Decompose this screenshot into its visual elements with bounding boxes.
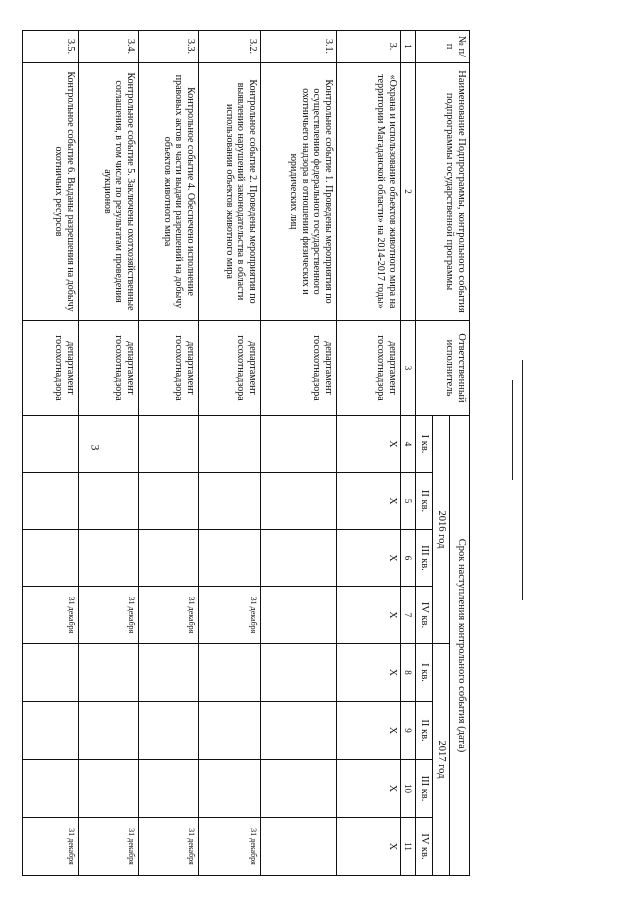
quarter-cell (138, 702, 198, 760)
quarter-cell (198, 644, 260, 702)
column-index: 7 (400, 587, 415, 644)
quarter-cell (22, 416, 78, 473)
quarter-cell (198, 760, 260, 818)
header-executor: Ответственный исполнитель (415, 321, 469, 416)
header-quarter: I кв. (415, 416, 432, 473)
quarter-cell (22, 760, 78, 818)
quarter-cell (138, 416, 198, 473)
header-deadline: Срок наступления контрольного события (дата) (450, 416, 470, 876)
column-index: 2 (400, 63, 415, 321)
row-number: 3.4. (78, 31, 138, 63)
column-index: 5 (400, 473, 415, 530)
quarter-cell: 31 декабря (138, 818, 198, 876)
quarter-cell (78, 530, 138, 587)
row-name: Контрольное событие 2. Проведены мероприятия по выявлению нарушений законодательства в области использования объектов животного мира (198, 63, 260, 321)
row-executor: департамент госохотнадзора (138, 321, 198, 416)
header-name: Наименование Подпрограммы, контрольного события подпрограммы государственной программы (415, 63, 469, 321)
quarter-cell (22, 702, 78, 760)
quarter-cell (138, 530, 198, 587)
quarter-cell: X (336, 644, 400, 702)
quarter-cell: 31 декабря (22, 818, 78, 876)
column-index: 9 (400, 702, 415, 760)
quarter-cell (198, 473, 260, 530)
row-name: Контрольное событие 5. Заключены охотхозяйственные соглашения, в том числе по результатам проведения аукционов (78, 63, 138, 321)
quarter-cell (78, 416, 138, 473)
row-number: 3.2. (198, 31, 260, 63)
row-executor: департамент госохотнадзора (260, 321, 336, 416)
quarter-cell: 31 декабря (78, 587, 138, 644)
column-index: 6 (400, 530, 415, 587)
quarter-cell (138, 473, 198, 530)
margin-rule (522, 360, 523, 600)
quarter-cell (260, 473, 336, 530)
quarter-cell (198, 416, 260, 473)
quarter-cell: X (336, 760, 400, 818)
quarter-cell: X (336, 416, 400, 473)
table-row (22, 31, 78, 876)
header-quarter: III кв. (415, 760, 432, 818)
control-events-table (22, 30, 470, 876)
quarter-cell (22, 473, 78, 530)
page-number: 3 (88, 444, 103, 451)
quarter-cell: 31 декабря (22, 587, 78, 644)
row-name: Контрольное событие 1. Проведены мероприятия по осуществлению федерального государственного охотничьего надзора в отношении физических и юридических лиц (260, 63, 336, 321)
row-name: «Охрана и использование объектов животного мира на территории Магаданской области» на 2014-2017 годы» (336, 63, 400, 321)
quarter-cell: X (336, 818, 400, 876)
column-index: 3 (400, 321, 415, 416)
header-quarter: II кв. (415, 702, 432, 760)
quarter-cell (260, 760, 336, 818)
quarter-cell: 31 декабря (198, 587, 260, 644)
row-executor: департамент госохотнадзора (198, 321, 260, 416)
row-executor: департамент госохотнадзора (336, 321, 400, 416)
quarter-cell (78, 702, 138, 760)
table-row (336, 31, 400, 876)
quarter-cell: X (336, 702, 400, 760)
table-row (198, 31, 260, 876)
header-year-2017: 2017 год (432, 644, 449, 876)
table-row (260, 31, 336, 876)
header-year-2016: 2016 год (432, 416, 449, 644)
quarter-cell: X (336, 530, 400, 587)
table-row (78, 31, 138, 876)
quarter-cell (198, 530, 260, 587)
quarter-cell: 31 декабря (78, 818, 138, 876)
quarter-cell (78, 760, 138, 818)
column-index: 10 (400, 760, 415, 818)
header-quarter: IV кв. (415, 587, 432, 644)
table-row (138, 31, 198, 876)
quarter-cell (138, 760, 198, 818)
control-events-table-wrap (40, 30, 470, 875)
row-name: Контрольное событие 4. Обеспечено исполнение правовых актов в части выдачи разрешений на добычу объектов животного мира (138, 63, 198, 321)
margin-rule (512, 380, 513, 480)
quarter-cell (22, 530, 78, 587)
header-quarter: III кв. (415, 530, 432, 587)
row-executor: департамент госохотнадзора (78, 321, 138, 416)
quarter-cell (78, 644, 138, 702)
header-quarter: I кв. (415, 644, 432, 702)
column-index: 8 (400, 644, 415, 702)
column-index: 11 (400, 818, 415, 876)
column-index: 1 (400, 31, 415, 63)
quarter-cell: 31 декабря (198, 818, 260, 876)
row-name: Контрольное событие 6. Выданы разрешения на добычу охотничьих ресурсов (22, 63, 78, 321)
header-num: № п/п (415, 31, 469, 63)
row-number: 3. (336, 31, 400, 63)
quarter-cell (260, 530, 336, 587)
quarter-cell (260, 587, 336, 644)
quarter-cell (260, 416, 336, 473)
row-number: 3.5. (22, 31, 78, 63)
row-number: 3.3. (138, 31, 198, 63)
quarter-cell (260, 702, 336, 760)
quarter-cell (198, 702, 260, 760)
column-index: 4 (400, 416, 415, 473)
quarter-cell: X (336, 473, 400, 530)
quarter-cell: X (336, 587, 400, 644)
header-quarter: IV кв. (415, 818, 432, 876)
quarter-cell (78, 473, 138, 530)
quarter-cell (260, 644, 336, 702)
quarter-cell (22, 644, 78, 702)
quarter-cell (260, 818, 336, 876)
row-number: 3.1. (260, 31, 336, 63)
row-executor: департамент госохотнадзора (22, 321, 78, 416)
header-quarter: II кв. (415, 473, 432, 530)
quarter-cell: 31 декабря (138, 587, 198, 644)
quarter-cell (138, 644, 198, 702)
